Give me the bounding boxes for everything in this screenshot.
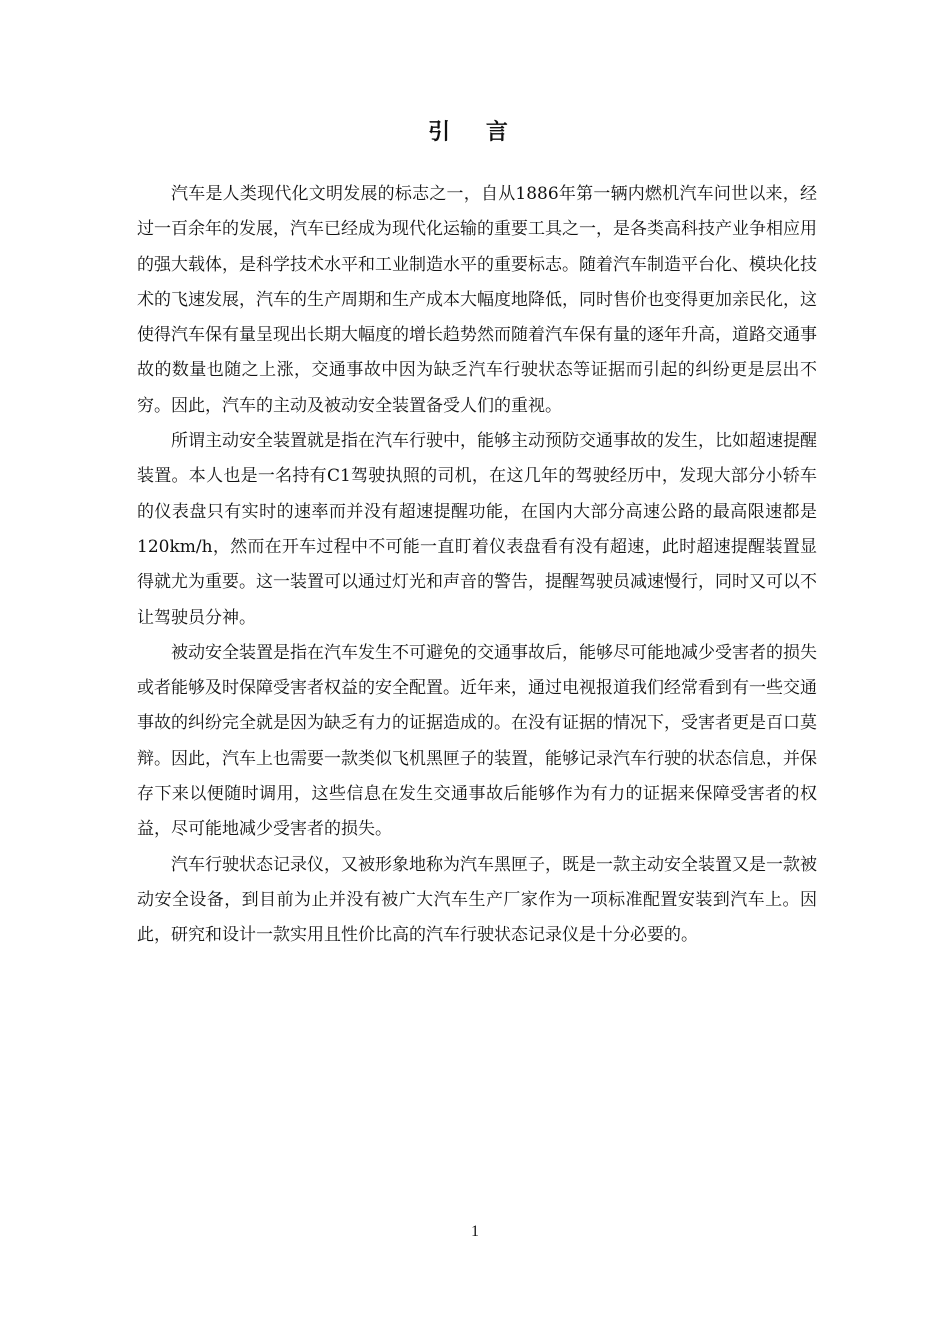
paragraph-1: 汽车是人类现代化文明发展的标志之一，自从1886年第一辆内燃机汽车问世以来，经过一百余年的发展，汽车已经成为现代化运输的重要工具之一，是各类高科技产业争相应用的强大载体，是科学技术水平和工业制造水平的重要标志。随着汽车制造平台化、模块化技术的飞速发展，汽车的生产周期和生产成本大幅度地降低，同时售价也变得更加亲民化，这使得汽车保有量呈现出长期大幅度的增长趋势然而随着汽车保有量的逐年升高，道路交通事故的数量也随之上涨，交通事故中因为缺乏汽车行驶状态等证据而引起的纠纷更是层出不穷。因此，汽车的主动及被动安全装置备受人们的重视。 [137, 184, 817, 416]
body-text [137, 177, 817, 954]
paragraph-3: 被动安全装置是指在汽车发生不可避免的交通事故后，能够尽可能地减少受害者的损失或者能够及时保障受害者权益的安全配置。近年来，通过电视报道我们经常看到有一些交通事故的纠纷完全就是因为缺乏有力的证据造成的。在没有证据的情况下，受害者更是百口莫辩。因此，汽车上也需要一款类似飞机黑匣子的装置，能够记录汽车行驶的状态信息，并保存下来以便随时调用，这些信息在发生交通事故后能够作为有力的证据来保障受害者的权益，尽可能地减少受害者的损失。 [137, 642, 817, 840]
page-title: 引 言 [428, 120, 522, 145]
paragraph-4: 汽车行驶状态记录仪，又被形象地称为汽车黑匣子，既是一款主动安全装置又是一款被动安全设备，到目前为止并没有被广大汽车生产厂家作为一项标准配置安装到汽车上。因此，研究和设计一款实用且性价比高的汽车行驶状态记录仪是十分必要的。 [137, 854, 817, 946]
paragraph-2: 所谓主动安全装置就是指在汽车行驶中，能够主动预防交通事故的发生，比如超速提醒装置。本人也是一名持有C1驾驶执照的司机，在这几年的驾驶经历中，发现大部分小轿车的仪表盘只有实时的速率而并没有超速提醒功能，在国内大部分高速公路的最高限速都是120km/h，然而在开车过程中不可能一直盯着仪表盘看有没有超速，此时超速提醒装置显得就尤为重要。这一装置可以通过灯光和声音的警告，提醒驾驶员减速慢行，同时又可以不让驾驶员分神。 [137, 431, 817, 628]
page-number: 1 [471, 1223, 479, 1240]
